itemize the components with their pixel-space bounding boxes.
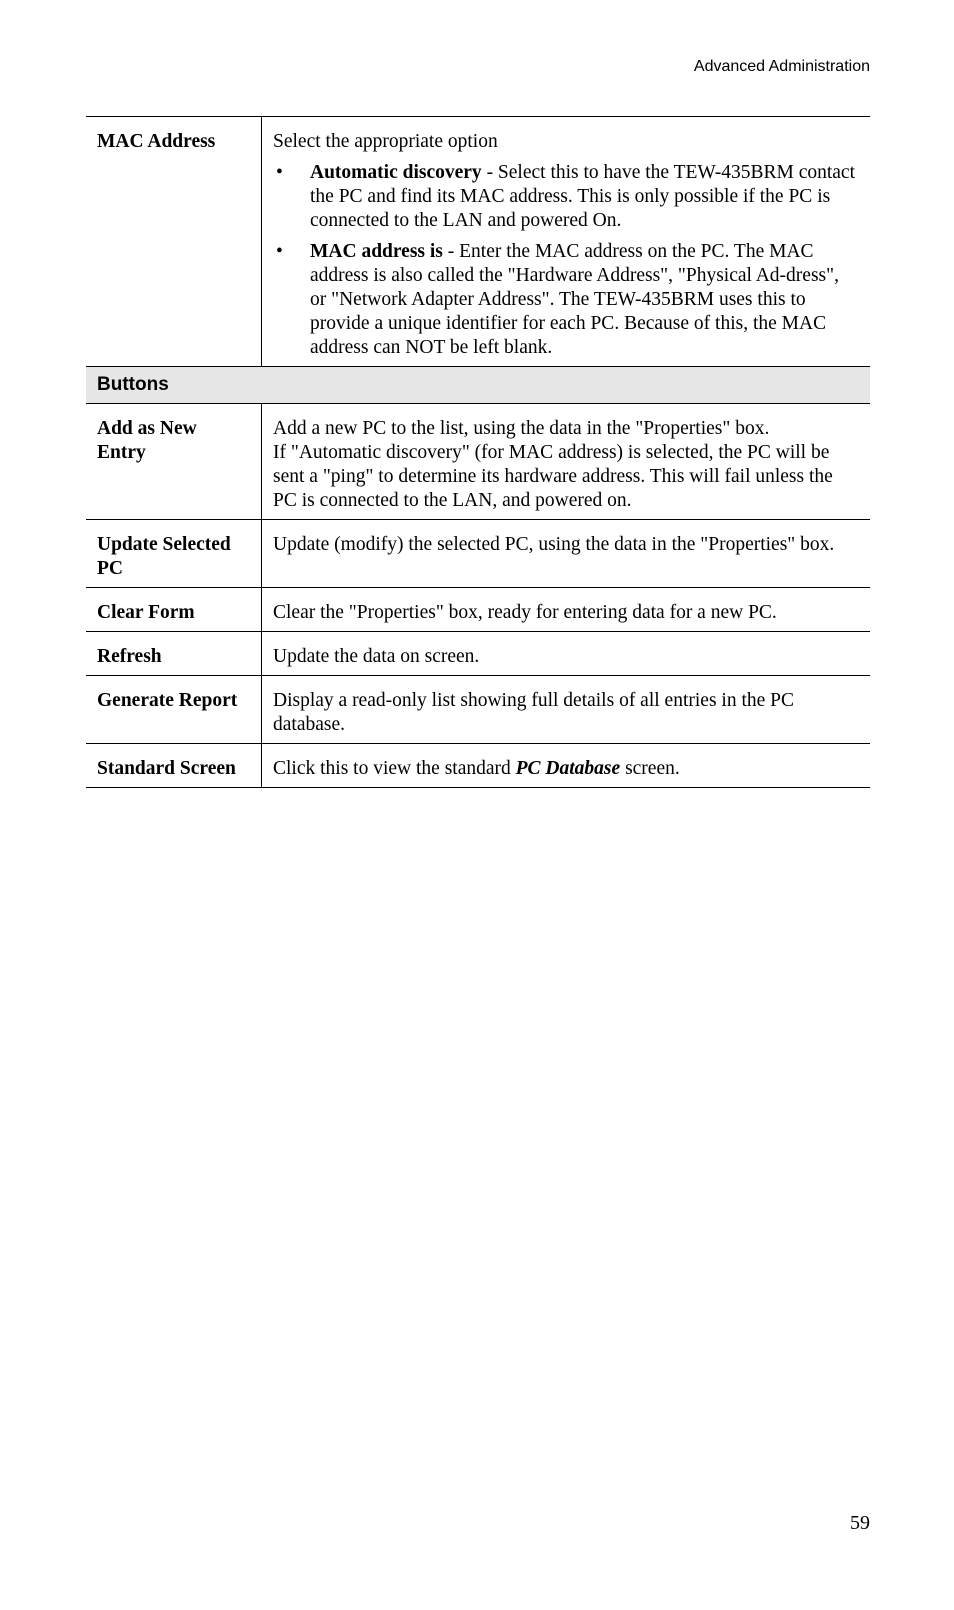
bullet-icon: • xyxy=(276,162,283,183)
row-label-clear-form: Clear Form xyxy=(86,588,262,632)
section-title-buttons: Buttons xyxy=(86,367,870,404)
row-label-standard-screen: Standard Screen xyxy=(86,744,262,788)
row-label-update-selected-pc: Update Selected PC xyxy=(86,520,262,588)
mac-address-intro: Select the appropriate option xyxy=(273,131,498,152)
section-header-row xyxy=(86,367,870,404)
table-row xyxy=(86,117,870,367)
row-description-generate-report: Display a read-only list showing full details of all entries in the PC database. xyxy=(262,676,871,744)
option-text-automatic-discovery: - Select this to have the TEW-435BRM contact the PC and find its MAC address. This is only possible if the PC is connected to the LAN and powered On. xyxy=(310,162,855,231)
row-label-add-as-new-entry: Add as New Entry xyxy=(86,404,262,520)
mac-address-options-list xyxy=(273,161,859,360)
row-description-clear-form: Clear the "Properties" box, ready for entering data for a new PC. xyxy=(262,588,871,632)
table-row xyxy=(86,676,870,744)
table-row xyxy=(86,632,870,676)
row-description-add-as-new-entry xyxy=(262,404,871,520)
list-item xyxy=(273,240,859,360)
option-term-automatic-discovery: Automatic discovery xyxy=(310,162,482,183)
table-row xyxy=(86,588,870,632)
standard-screen-text-before: Click this to view the standard xyxy=(273,758,516,779)
row-description-update-selected-pc: Update (modify) the selected PC, using the data in the "Properties" box. xyxy=(262,520,871,588)
add-entry-line-1: Add a new PC to the list, using the data in the "Properties" box. xyxy=(273,418,770,439)
list-item xyxy=(273,161,859,233)
page-number: 59 xyxy=(850,1512,870,1534)
table-row xyxy=(86,404,870,520)
row-label-refresh: Refresh xyxy=(86,632,262,676)
row-description-mac-address xyxy=(262,117,871,367)
running-header: Advanced Administration xyxy=(693,58,870,75)
table-row xyxy=(86,520,870,588)
option-term-mac-address-is: MAC address is xyxy=(310,241,443,262)
row-label-generate-report: Generate Report xyxy=(86,676,262,744)
row-label-mac-address: MAC Address xyxy=(86,117,262,367)
table-row xyxy=(86,744,870,788)
standard-screen-text-after: screen. xyxy=(620,758,680,779)
add-entry-line-2: If "Automatic discovery" (for MAC address) is selected, the PC will be sent a "ping" to determine its hardware address. This will fail unless the PC is connected to the LAN, and powered on. xyxy=(273,442,833,511)
settings-table xyxy=(86,116,870,788)
standard-screen-emphasis: PC Database xyxy=(515,758,621,779)
bullet-icon: • xyxy=(276,241,283,262)
row-description-refresh: Update the data on screen. xyxy=(262,632,871,676)
row-description-standard-screen xyxy=(262,744,871,788)
option-text-mac-address-is: - Enter the MAC address on the PC. The MAC address is also called the "Hardware Address", "Physical Ad-dress", or "Network Adapter Address". The TEW-435BRM uses this to provide a unique identifier for each PC. Because of this, the MAC address can NOT be left blank. xyxy=(310,241,839,358)
